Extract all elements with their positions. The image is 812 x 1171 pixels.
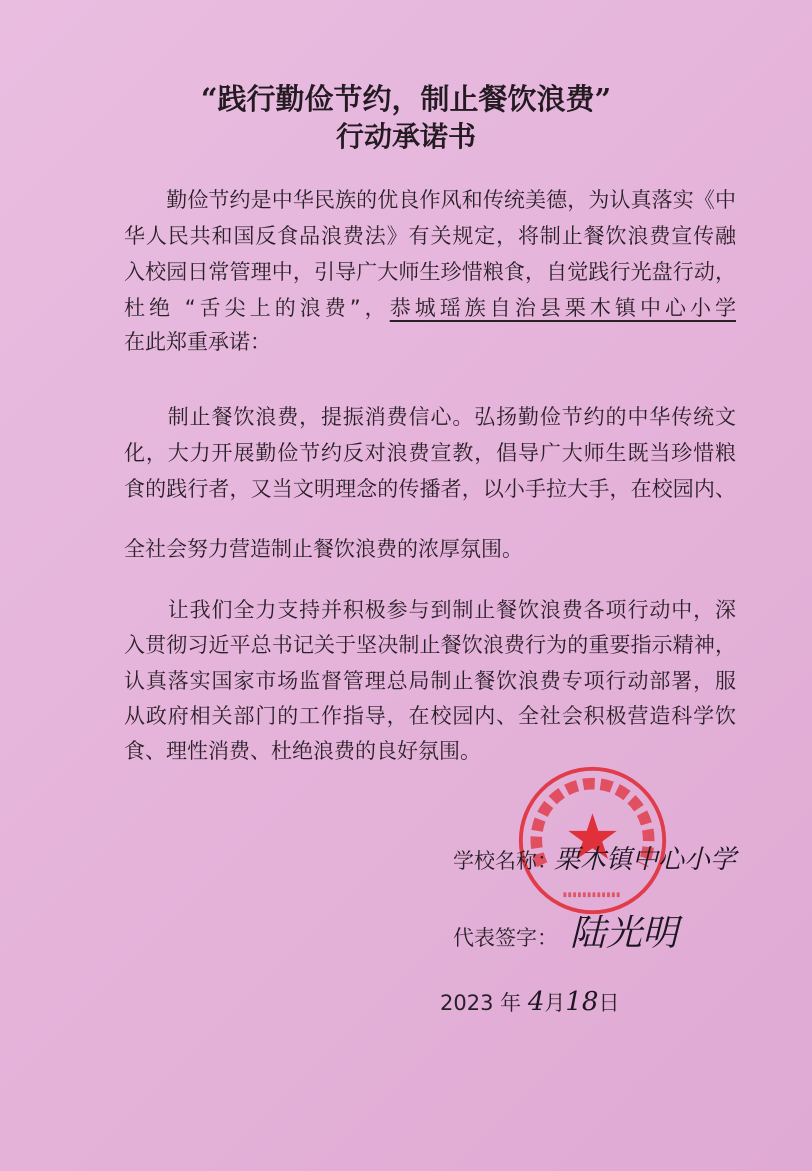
text-line: 让我们全力支持并积极参与到制止餐饮浪费各项行动中，深 [124,598,736,622]
text-prefix: 杜绝 “舌尖上的浪费”， [124,296,390,320]
text-line: 食、理性消费、杜绝浪费的良好氛围。 [124,739,481,763]
representative-signature-field [453,914,678,958]
text-line: 勤俭节约是中华民族的优良作风和传统美德，为认真落实《中 [124,188,736,212]
date-year: 2023 年 [440,991,522,1015]
school-name-handwritten: 栗木镇中心小学 [554,845,737,875]
text-line: 入校园日常管理中，引导广大师生珍惜粮食，自觉践行光盘行动， [124,260,736,284]
text-line: 认真落实国家市场监督管理总局制止餐饮浪费专项行动部署，服 [124,669,736,693]
month-unit: 月 [544,991,566,1015]
school-name-underlined: 恭城瑶族自治县栗木镇中心小学 [389,296,737,320]
text-line: 华人民共和国反食品浪费法》有关规定，将制止餐饮浪费宣传融 [124,224,736,248]
date-month: 4 [527,987,545,1017]
text-line [124,294,736,322]
representative-handwritten-signature: 陆光明 [570,913,679,954]
text-line: 全社会努力营造制止餐饮浪费的浓厚氛围。 [124,537,523,561]
text-line: 在此郑重承诺： [124,330,271,354]
text-line: 食的践行者，又当文明理念的传播者，以小手拉大手，在校园内、 [124,477,736,501]
text-line: 制止餐饮浪费，提振消费信心。弘扬勤俭节约的中华传统文 [124,405,736,429]
representative-label: 代表签字： [453,926,558,950]
title-line-1: “践行勤俭节约，制止餐饮浪费” [200,82,612,116]
text-line: 化，大力开展勤俭节约反对浪费宣教，倡导广大师生既当珍惜粮 [124,441,736,465]
text-line: 入贯彻习近平总书记关于坚决制止餐饮浪费行为的重要指示精神， [124,633,736,657]
school-name-field [453,840,736,881]
day-unit: 日 [598,991,620,1015]
date-day: 18 [565,987,599,1017]
title-line-2: 行动承诺书 [335,120,476,153]
school-name-label: 学校名称： [453,849,558,873]
text-line: 从政府相关部门的工作指导，在校园内、全社会积极营造科学饮 [124,704,736,728]
date [440,982,619,1023]
